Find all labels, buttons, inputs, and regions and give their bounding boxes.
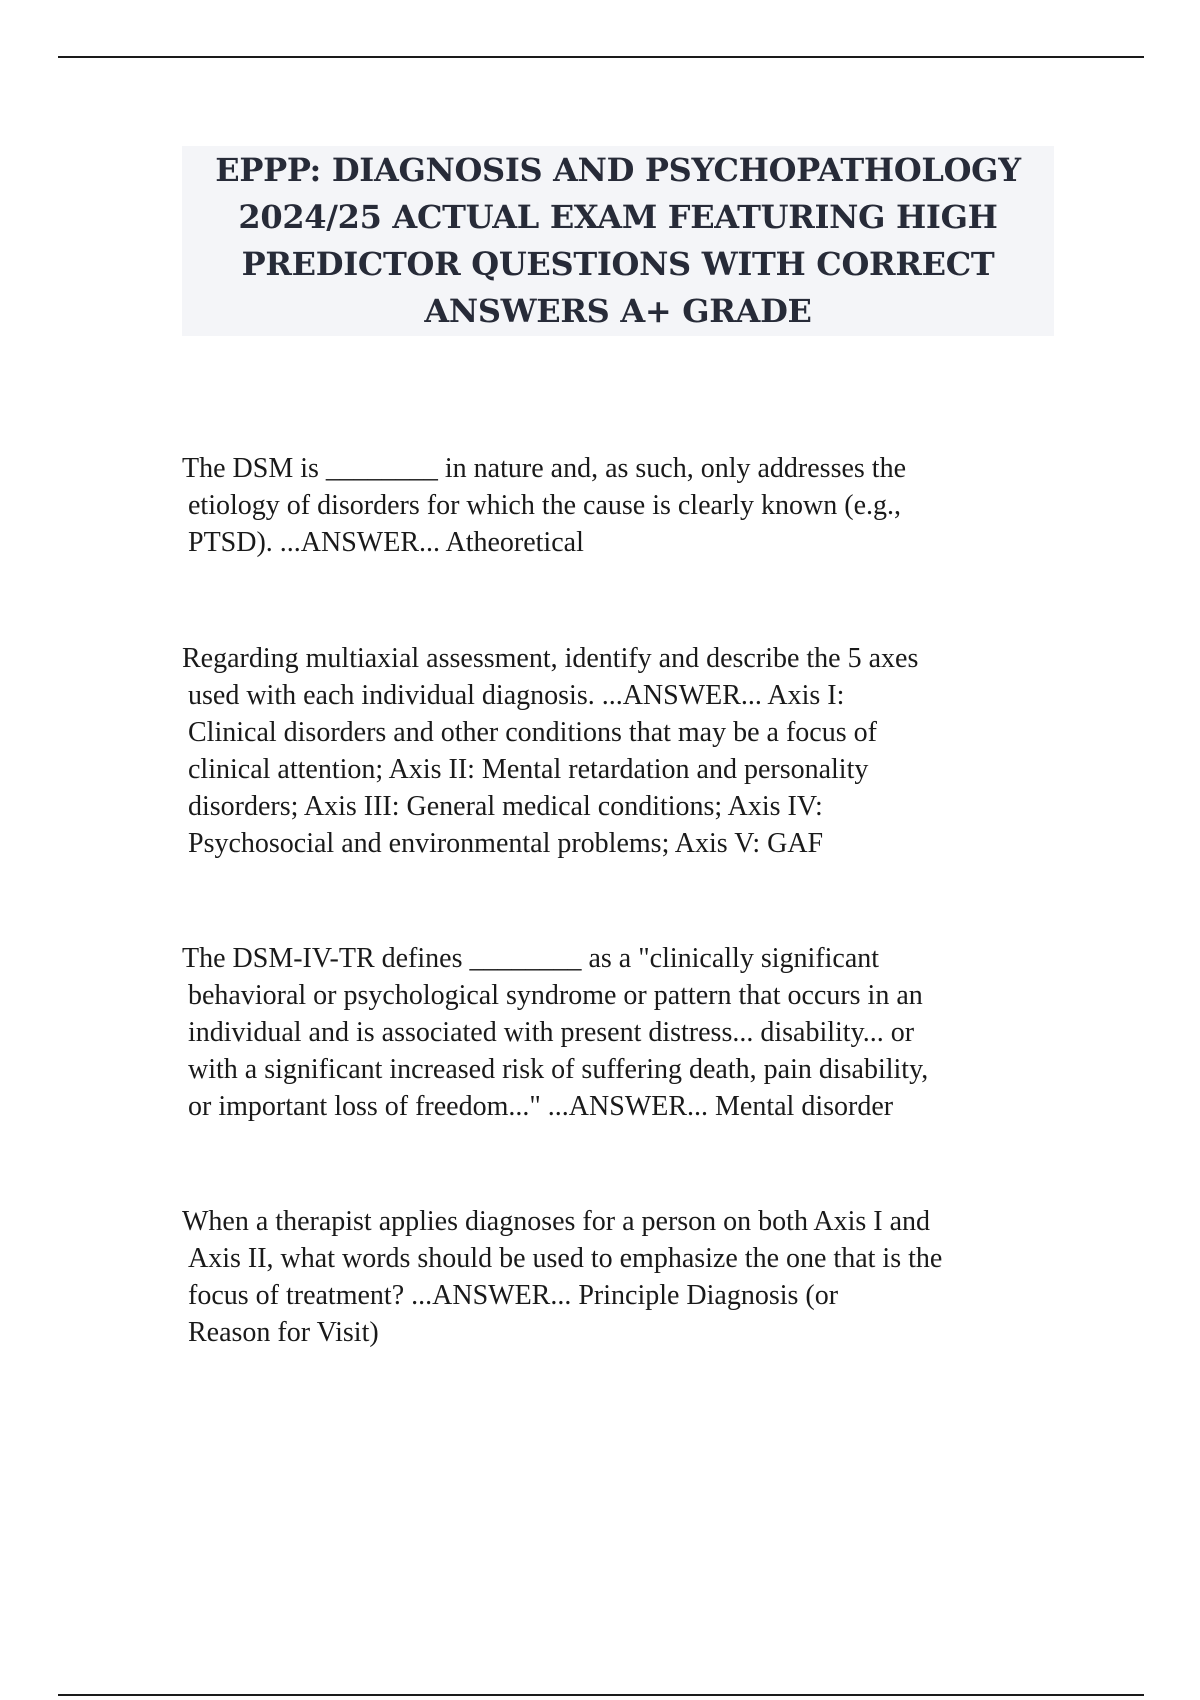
qa-line: behavioral or psychological syndrome or pattern that occurs in an [188,980,923,1011]
title-line: PREDICTOR QUESTIONS WITH CORRECT [241,245,995,283]
question-answer-4 [182,1203,1062,1351]
qa-line: Psychosocial and environmental problems; Axis V: GAF [188,828,824,859]
qa-line: or important loss of freedom..." ...ANSWER... Mental disorder [188,1091,894,1122]
title-line: EPPP: DIAGNOSIS AND PSYCHOPATHOLOGY [215,151,1021,189]
bottom-divider [58,1694,1144,1696]
qa-line: PTSD). ...ANSWER... Atheoretical [188,527,584,558]
qa-line: disorders; Axis III: General medical conditions; Axis IV: [188,791,823,822]
question-answer-1 [182,450,1062,561]
qa-line: etiology of disorders for which the cause is clearly known (e.g., [188,490,902,521]
qa-line: individual and is associated with present distress... disability... or [188,1017,915,1048]
question-answer-3 [182,940,1062,1125]
question-answer-2 [182,640,1062,862]
document-title [215,147,1021,335]
qa-line: The DSM is ________ in nature and, as such, only addresses the [182,453,906,484]
qa-line: used with each individual diagnosis. ...ANSWER... Axis I: [188,680,845,711]
top-divider [58,56,1144,58]
title-line: 2024/25 ACTUAL EXAM FEATURING HIGH [238,198,998,236]
title-banner [182,146,1054,336]
qa-line: Reason for Visit) [188,1317,379,1348]
qa-line: with a significant increased risk of suffering death, pain disability, [188,1054,929,1085]
qa-line: clinical attention; Axis II: Mental retardation and personality [188,754,869,785]
qa-line: Axis II, what words should be used to emphasize the one that is the [188,1243,943,1274]
qa-line: focus of treatment? ...ANSWER... Principle Diagnosis (or [188,1280,839,1311]
qa-line: Clinical disorders and other conditions that may be a focus of [188,717,877,748]
qa-line: Regarding multiaxial assessment, identify and describe the 5 axes [182,643,919,674]
qa-line: The DSM-IV-TR defines ________ as a "clinically significant [182,943,880,974]
title-line: ANSWERS A+ GRADE [424,292,812,330]
qa-line: When a therapist applies diagnoses for a person on both Axis I and [182,1206,931,1237]
